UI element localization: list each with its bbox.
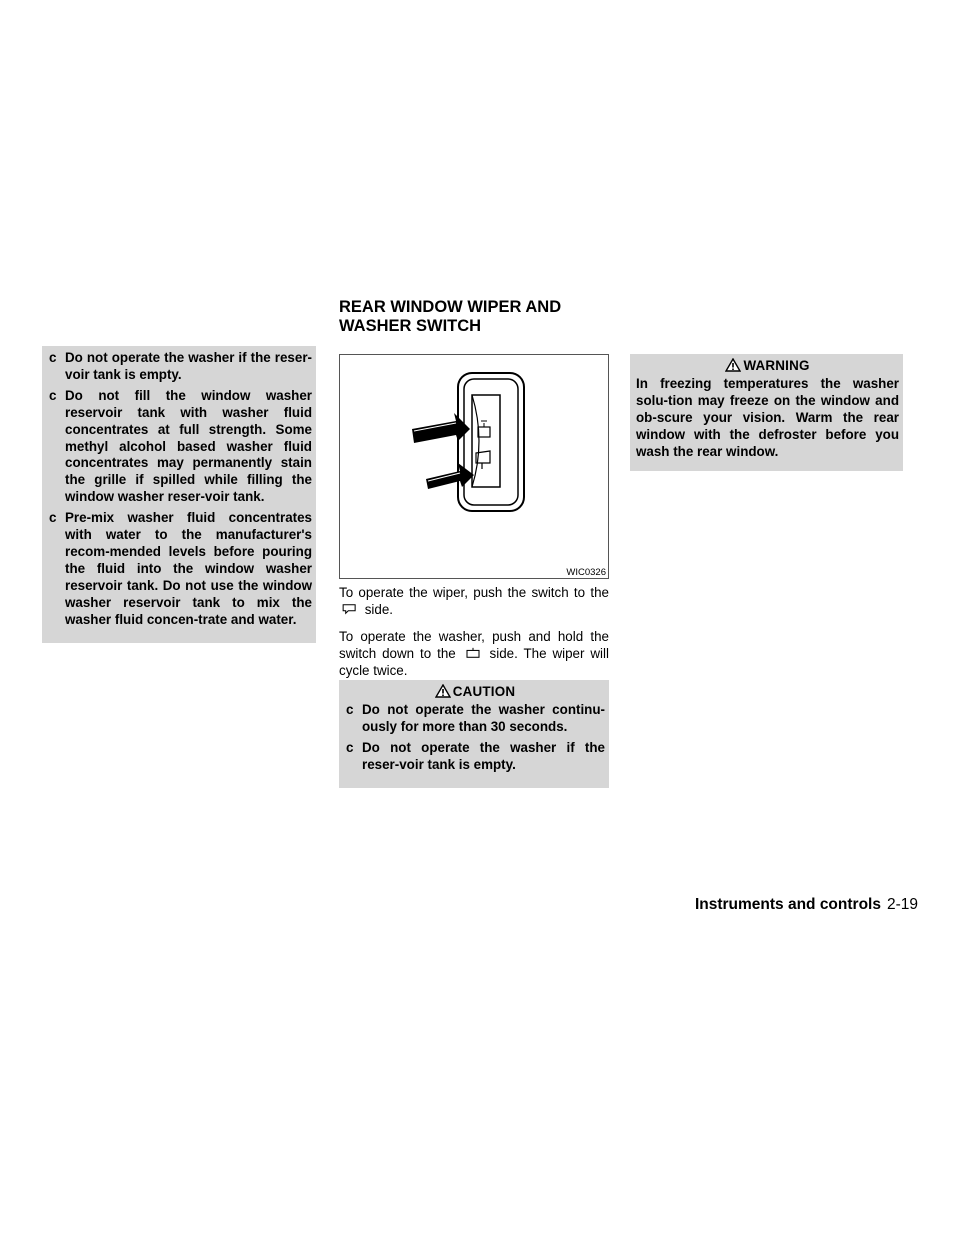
- caution-bullet: [48, 350, 312, 384]
- warning-triangle-icon: [725, 358, 741, 372]
- caution-bullet-text: Do not operate the washer continu-ously for more than 30 seconds.: [362, 702, 605, 734]
- warning-text: In freezing temperatures the washer solu-tion may freeze on the window and ob-scure your vision. Warm the rear window with the defroster before you wash the rear window.: [636, 376, 899, 459]
- caution-box-continued: [42, 346, 316, 643]
- figure-label: WIC0326: [566, 567, 606, 578]
- warning-box: [630, 354, 903, 471]
- caution-bullet: [48, 510, 312, 628]
- wiper-instruction: To operate the wiper, push the switch to the side.: [339, 585, 609, 617]
- rear-wiper-switch-drawing: [340, 355, 608, 578]
- caution-box: [339, 680, 609, 788]
- section-title: [339, 298, 639, 336]
- operation-text: [339, 584, 609, 689]
- caution-heading: CAUTION: [345, 680, 605, 702]
- washer-instruction: To operate the washer, push and hold the switch down to the side. The wiper will cycle twice.: [339, 629, 609, 678]
- caution-bullet: [345, 702, 605, 736]
- warning-triangle-icon: [435, 684, 451, 698]
- bullet-mark: c: [346, 702, 354, 717]
- switch-illustration: [339, 354, 609, 579]
- caution-bullet-text: Pre-mix washer fluid concentrates with water to the manufacturer's recom-mended levels before pouring the fluid into the window washer reservoir tank. Do not use the window washer reservoir tank to mix the washer fluid concen-trate and water.: [65, 510, 312, 627]
- caution-bullet-text: Do not operate the washer if the reser-voir tank is empty.: [65, 350, 312, 382]
- caution-bullet: [48, 388, 312, 506]
- page-number: 2-19: [886, 896, 918, 913]
- chapter-name: Instruments and controls: [694, 896, 881, 913]
- bullet-mark: c: [49, 510, 57, 526]
- bullet-mark: c: [346, 739, 354, 755]
- section-title-line2: WASHER SWITCH: [339, 317, 482, 335]
- caution-bullet-text: Do not operate the washer if the reser-voir tank is empty.: [362, 739, 605, 772]
- wiper-symbol-icon: [339, 603, 361, 615]
- washer-symbol-icon: [462, 647, 484, 659]
- caution-bullet: [345, 740, 605, 774]
- section-title-line1: REAR WINDOW WIPER AND: [339, 298, 562, 316]
- bullet-mark: c: [49, 387, 57, 403]
- caution-bullet-text: Do not fill the window washer reservoir tank with washer fluid concentrates at full strength. Some methyl alcohol based washer fluid concentrates may permanently stain the grille if spilled while filling the window washer reser-voir tank.: [65, 387, 312, 505]
- bullet-mark: c: [49, 350, 57, 365]
- page-footer: [695, 896, 918, 914]
- warning-heading: WARNING: [636, 354, 899, 376]
